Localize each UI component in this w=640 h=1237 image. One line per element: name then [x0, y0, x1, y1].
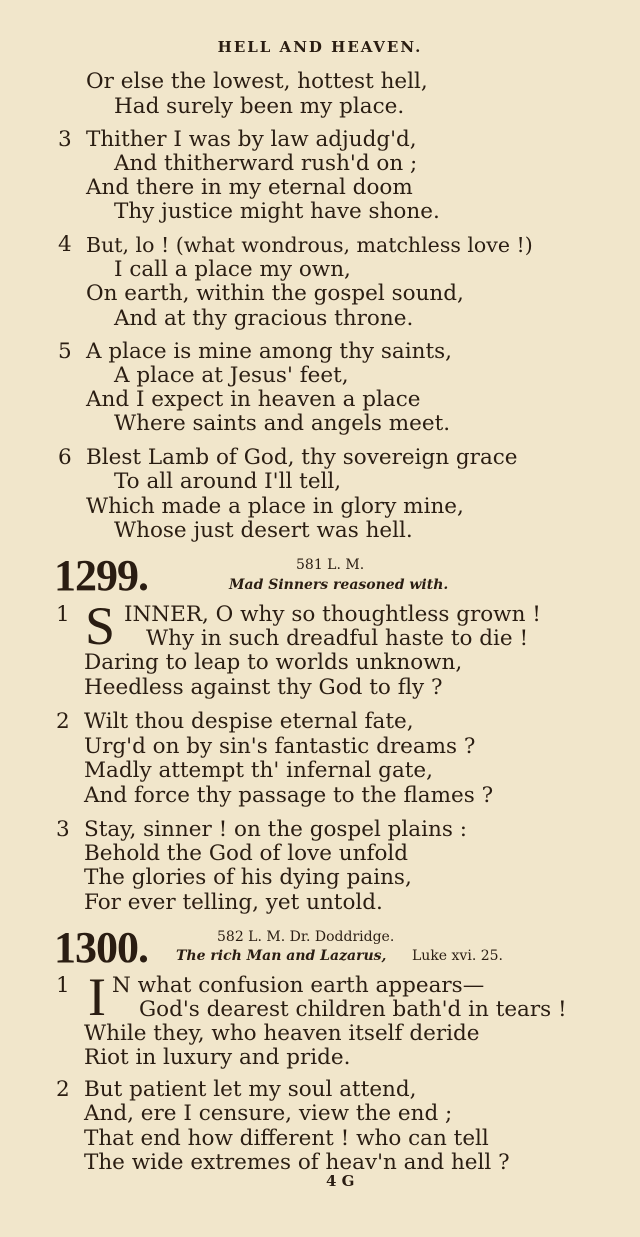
verse-line: And there in my eternal doom [86, 175, 413, 200]
verse-line: Madly attempt th' infernal gate, [84, 758, 433, 783]
verse-line: The wide extremes of heav'n and hell ? [84, 1150, 510, 1175]
verse-line: And force thy passage to the flames ? [84, 783, 494, 808]
verse-line: And, ere I censure, view the end ; [84, 1101, 453, 1126]
verse-line: Thy justice might have shone. [114, 199, 440, 224]
verse-line: Wilt thou despise eternal fate, [84, 709, 414, 734]
verse-line: Where saints and angels meet. [114, 411, 451, 436]
verse-line: A place at Jesus' feet, [114, 363, 349, 388]
verse-line: Heedless against thy God to fly ? [84, 675, 443, 700]
scripture-reference: Luke xvi. 25. [412, 948, 503, 964]
page-title: HELL AND HEAVEN. [217, 38, 423, 56]
stanza-number: 2 [56, 709, 70, 734]
stanza-number: 1 [56, 973, 70, 998]
verse-line: Daring to leap to worlds unknown, [84, 650, 463, 675]
verse-line: Blest Lamb of God, thy sovereign grace [86, 445, 518, 470]
verse-line: For ever telling, yet untold. [84, 890, 383, 915]
verse-line: Riot in luxury and pride. [84, 1045, 351, 1070]
verse-line: To all around I'll tell, [114, 469, 342, 494]
verse-line: Thither I was by law adjudg'd, [86, 127, 417, 152]
verse-line: Had surely been my place. [114, 94, 405, 119]
verse-line: God's dearest children bath'd in tears ! [139, 997, 567, 1022]
verse-line: On earth, within the gospel sound, [86, 281, 464, 306]
verse-line: And I expect in heaven a place [86, 387, 421, 412]
stanza-number: 3 [58, 127, 72, 152]
verse-line: Why in such dreadful haste to die ! [146, 626, 529, 651]
drop-cap: I [88, 967, 106, 1027]
running-header [0, 38, 640, 56]
signature-mark: 4 G [326, 1172, 355, 1190]
verse-line: Urg'd on by sin's fantastic dreams ? [84, 734, 476, 759]
verse-line: While they, who heaven itself deride [84, 1021, 480, 1046]
hymn-title: Mad Sinners reasoned with. [229, 577, 449, 593]
hymn-title: The rich Man and Lazarus, [176, 948, 387, 964]
verse-line: Behold the God of love unfold [84, 841, 409, 866]
verse-line: Stay, sinner ! on the gospel plains : [84, 817, 467, 842]
stanza-number: 4 [58, 232, 72, 257]
stanza-number: 6 [58, 445, 72, 470]
stanza-number: 5 [58, 339, 72, 364]
stanza-number: 2 [56, 1077, 70, 1102]
verse-line: And thitherward rush'd on ; [114, 151, 418, 176]
verse-line: And at thy gracious throne. [114, 306, 414, 331]
verse-line: The glories of his dying pains, [84, 865, 412, 890]
verse-line: But, lo ! (what wondrous, matchless love !) [86, 233, 533, 257]
hymn-number: 1300. [54, 923, 148, 972]
hymn-meta: 582 L. M. Dr. Doddridge. [217, 929, 395, 945]
drop-cap: S [85, 596, 116, 656]
verse-line: A place is mine among thy saints, [86, 339, 452, 364]
verse-line: INNER, O why so thoughtless grown ! [124, 602, 541, 627]
hymn-number: 1299. [54, 551, 148, 600]
verse-line: N what confusion earth appears— [112, 973, 485, 998]
verse-line: But patient let my soul attend, [84, 1077, 417, 1102]
verse-line: Whose just desert was hell. [114, 518, 413, 543]
stanza-number: 3 [56, 817, 70, 842]
hymn-meta: 581 L. M. [296, 557, 365, 573]
verse-line: Which made a place in glory mine, [86, 494, 464, 519]
stanza-number: 1 [56, 602, 70, 627]
verse-line: Or else the lowest, hottest hell, [86, 69, 428, 94]
verse-line: That end how different ! who can tell [84, 1126, 489, 1151]
verse-line: I call a place my own, [114, 257, 351, 282]
